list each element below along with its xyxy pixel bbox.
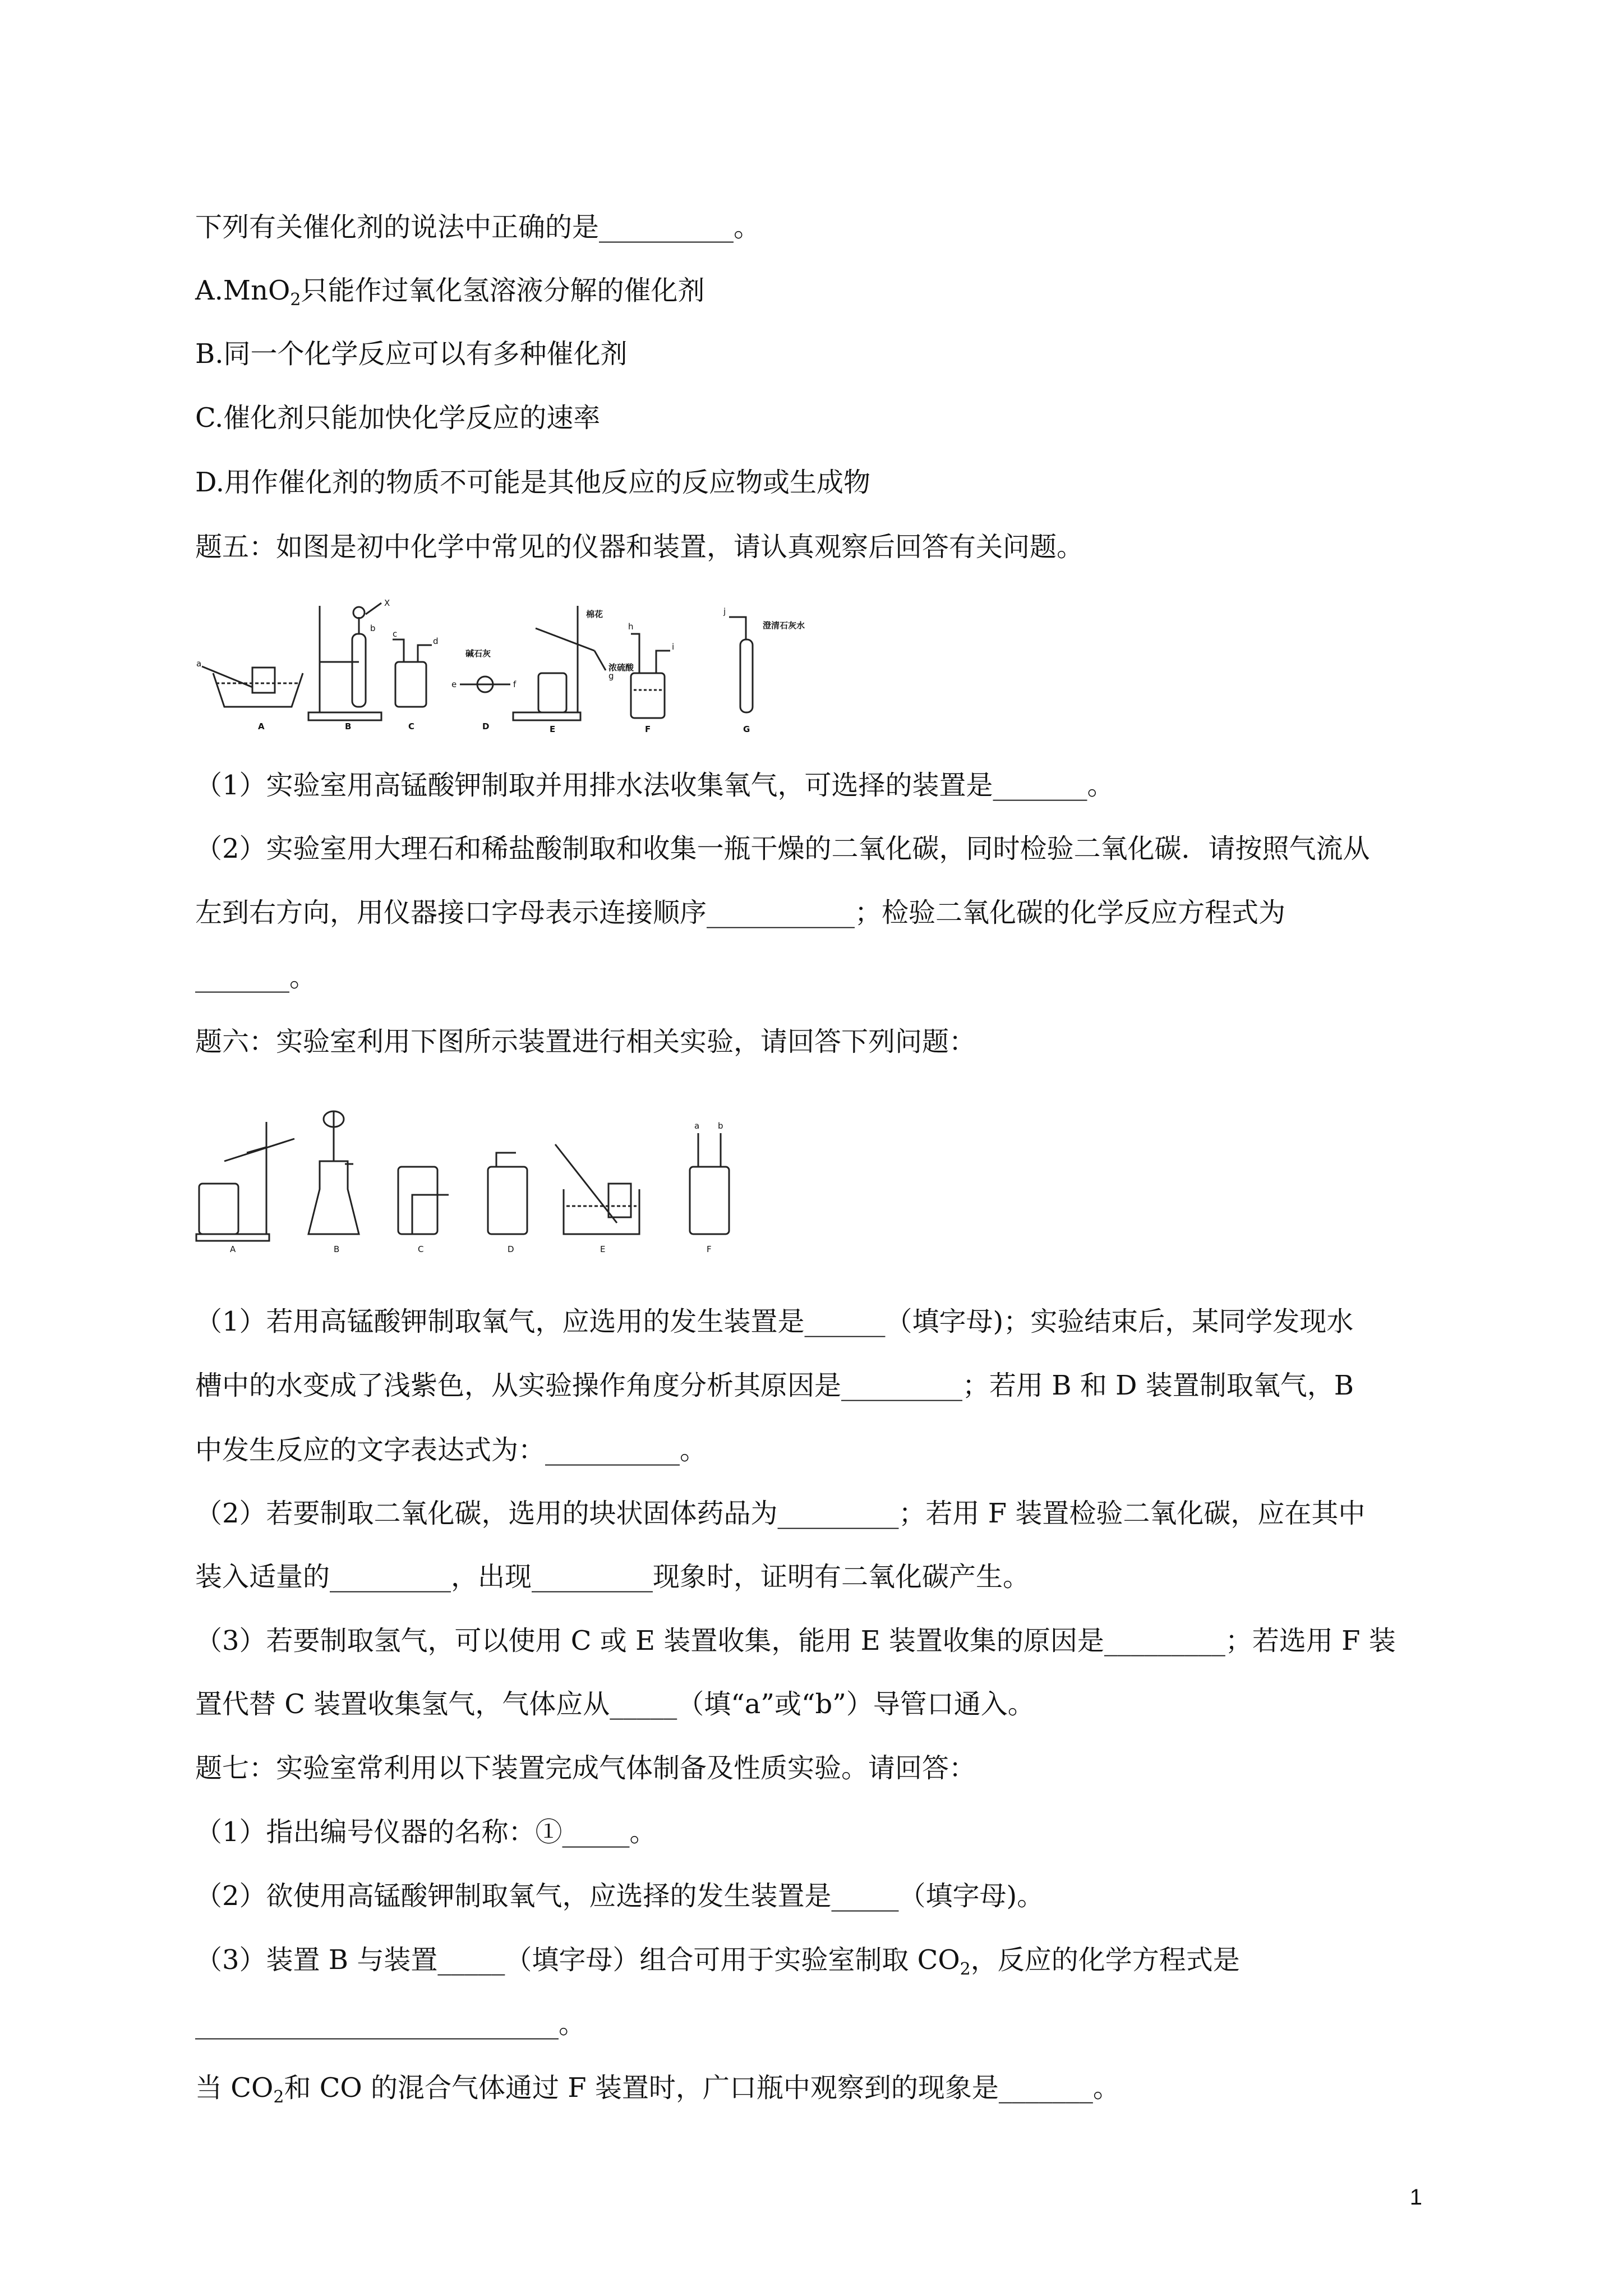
figure-1-label-f: F [645, 724, 651, 734]
option-a-line: A.MnO$_2$只能作过氧化氢溶液分解的催化剂 [195, 275, 705, 310]
option-c-line: C.催化剂只能加快化学反应的速率 [195, 402, 601, 434]
problem-5-heading: 题五：如图是初中化学中常见的仪器和装置，请认真观察后回答有关问题。 [195, 531, 1084, 563]
figure-1-label-c: C [408, 721, 415, 731]
figure-1-label-d: D [482, 721, 490, 731]
port-label: d [433, 636, 439, 646]
apparatus-2c [398, 1167, 449, 1234]
problem-6-q1-line1: （1）若用高锰酸钾制取氧气，应选用的发生装置是______（填字母)；实验结束后，某同学发现水 [195, 1306, 1354, 1337]
apparatus-1d [460, 677, 510, 692]
figure-2-label-d: D [508, 1244, 514, 1254]
problem-6-heading: 题六：实验室利用下图所示装置进行相关实验，请回答下列问题： [195, 1026, 976, 1057]
apparatus-1e [513, 606, 606, 720]
figure-2-label-f: F [707, 1244, 712, 1254]
port-label-b: b [718, 1121, 723, 1131]
problem-5-q2-line1: （2）实验室用大理石和稀盐酸制取和收集一瓶干燥的二氧化碳，同时检验二氧化碳．请按照气流从 [195, 833, 1370, 864]
apparatus-2d [488, 1153, 527, 1234]
figure-1-label-g: G [743, 724, 750, 734]
problem-7-heading: 题七：实验室常利用以下装置完成气体制备及性质实验。请回答： [195, 1752, 976, 1784]
apparatus-2e [555, 1144, 639, 1234]
problem-5-q2-line3: _______。 [195, 961, 317, 993]
port-label: e [451, 679, 457, 689]
apparatus-2a [196, 1122, 294, 1241]
port-label-a: a [694, 1121, 700, 1131]
figure-2-label-e: E [600, 1244, 606, 1254]
problem-6-q3-line1: （3）若要制取氢气，可以使用 C 或 E 装置收集，能用 E 装置收集的原因是_________；若选用 F 装 [195, 1625, 1396, 1657]
port-label: i [672, 642, 675, 652]
port-label: j [723, 606, 726, 616]
problem-7-q4: 当 $CO_2$和 CO 的混合气体通过 F 装置时，广口瓶中观察到的现象是_______。 [195, 2072, 1120, 2107]
problem-6-q1-line2: 槽中的水变成了浅紫色，从实验操作角度分析其原因是_________；若用 B 和 D 装置制取氧气，B [195, 1370, 1354, 1401]
page-number: 1 [1409, 2185, 1422, 2210]
port-label: b [370, 623, 376, 633]
apparatus-1c [393, 639, 432, 707]
annotation-conc-sulfuric-acid: 浓硫酸 [608, 662, 634, 673]
annotation-limewater: 澄清石灰水 [763, 620, 805, 631]
problem-6-q2-line2: 装入适量的_________，出现_________现象时，证明有二氧化碳产生。 [195, 1561, 1030, 1593]
apparatus-2b [308, 1111, 359, 1234]
apparatus-2f [690, 1133, 729, 1234]
problem-7-q2: （2）欲使用高锰酸钾制取氧气，应选择的发生装置是_____（填字母)。 [195, 1880, 1044, 1912]
problem-7-q3-line2: ___________________________。 [195, 2008, 586, 2040]
apparatus-1g [729, 617, 753, 712]
port-label: a [196, 659, 202, 669]
apparatus-figure-1 [191, 595, 805, 740]
figure-1-label-b: B [345, 721, 352, 731]
problem-5-q1: （1）实验室用高锰酸钾制取并用排水法收集氧气，可选择的装置是_______。 [195, 770, 1114, 801]
problem-6-q2-line1: （2）若要制取二氧化碳，选用的块状固体药品为_________；若用 F 装置检验二氧化碳，应在其中 [195, 1498, 1366, 1529]
question-intro-line: 下列有关催化剂的说法中正确的是__________。 [195, 211, 761, 243]
option-d-line: D.用作催化剂的物质不可能是其他反应的反应物或生成物 [195, 467, 871, 498]
problem-6-q1-line3: 中发生反应的文字表达式为：__________。 [195, 1434, 707, 1466]
annotation-soda-lime: 碱石灰 [465, 648, 491, 659]
problem-5-q2-line2: 左到右方向，用仪器接口字母表示连接顺序___________；检验二氧化碳的化学反应方程式为 [195, 897, 1286, 928]
port-label: c [393, 629, 398, 639]
apparatus-1b [308, 603, 381, 720]
figure-1-label-e: E [550, 724, 556, 734]
figure-2-label-a: A [230, 1244, 236, 1254]
problem-7-q1: （1）指出编号仪器的名称：①_____。 [195, 1816, 657, 1848]
option-b-line: B.同一个化学反应可以有多种催化剂 [195, 338, 628, 370]
annotation-cotton: 棉花 [586, 609, 603, 619]
apparatus-figure-2 [191, 1094, 796, 1257]
port-label: X [384, 598, 390, 608]
figure-2-label-b: B [334, 1244, 340, 1254]
problem-6-q3-line2: 置代替 C 装置收集氢气，气体应从_____（填“a”或“b”）导管口通入。 [195, 1688, 1035, 1720]
apparatus-1a [202, 666, 303, 707]
port-label: g [608, 671, 614, 681]
apparatus-1f [631, 634, 670, 718]
figure-1-label-a: A [258, 721, 265, 731]
port-label: h [628, 622, 634, 632]
port-label: f [513, 679, 517, 689]
figure-2-label-c: C [418, 1244, 424, 1254]
problem-7-q3-line1: （3）装置 B 与装置_____（填字母）组合可用于实验室制取 $CO_2$，反应的化学方程式是 [195, 1944, 1240, 1979]
